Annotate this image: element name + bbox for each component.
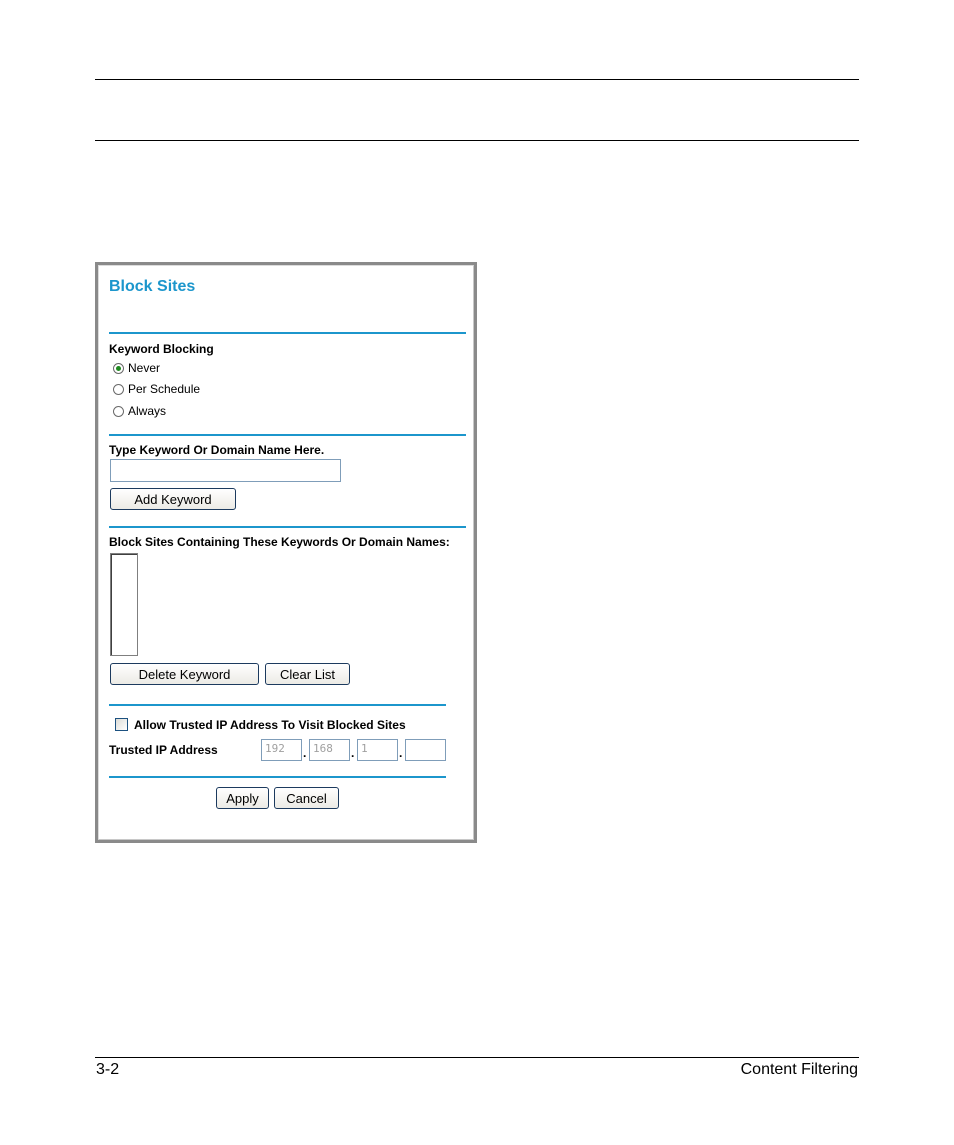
clear-list-button[interactable]: Clear List [265,663,350,685]
trusted-ip-octet-2[interactable]: 168 [309,739,350,761]
delete-keyword-button[interactable]: Delete Keyword [110,663,259,685]
trusted-ip-label: Trusted IP Address [109,743,218,757]
keyword-input[interactable] [110,459,341,482]
radio-always[interactable] [113,403,166,419]
section-title: Content Filtering [740,1061,858,1078]
ip-separator: . [399,746,403,760]
radio-per-schedule[interactable] [113,381,200,397]
section-divider [109,332,466,334]
apply-button[interactable]: Apply [216,787,269,809]
radio-always-button[interactable] [113,406,124,417]
section-divider [109,704,446,706]
keyword-entry-label: Type Keyword Or Domain Name Here. [109,443,325,457]
radio-per-schedule-button[interactable] [113,384,124,395]
radio-per-schedule-label: Per Schedule [128,382,201,396]
ip-separator: . [351,746,355,760]
ip-separator: . [303,746,307,760]
trusted-ip-octet-3[interactable]: 1 [357,739,398,761]
allow-trusted-checkbox[interactable] [115,718,128,731]
block-sites-panel [98,265,474,840]
block-sites-screenshot [95,262,477,843]
allow-trusted-label: Allow Trusted IP Address To Visit Blocked Sites [134,718,406,732]
cancel-button[interactable]: Cancel [274,787,339,809]
radio-always-label: Always [128,404,167,418]
trusted-ip-octet-4[interactable] [405,739,446,761]
section-divider [109,434,466,436]
radio-never[interactable] [113,360,160,376]
section-divider [109,526,466,528]
blocked-list-label: Block Sites Containing These Keywords Or Domain Names: [109,535,450,549]
radio-never-label: Never [128,361,161,375]
header-rule-bottom [95,140,859,141]
footer-rule [95,1057,859,1058]
panel-title: Block Sites [109,278,196,295]
trusted-ip-octet-1[interactable]: 192 [261,739,302,761]
section-divider [109,776,446,778]
header-rule-top [95,79,859,80]
page-number: 3-2 [96,1061,120,1078]
blocked-sites-listbox[interactable] [110,553,138,656]
keyword-blocking-label: Keyword Blocking [109,342,214,356]
add-keyword-button[interactable]: Add Keyword [110,488,236,510]
radio-never-button[interactable] [113,363,124,374]
